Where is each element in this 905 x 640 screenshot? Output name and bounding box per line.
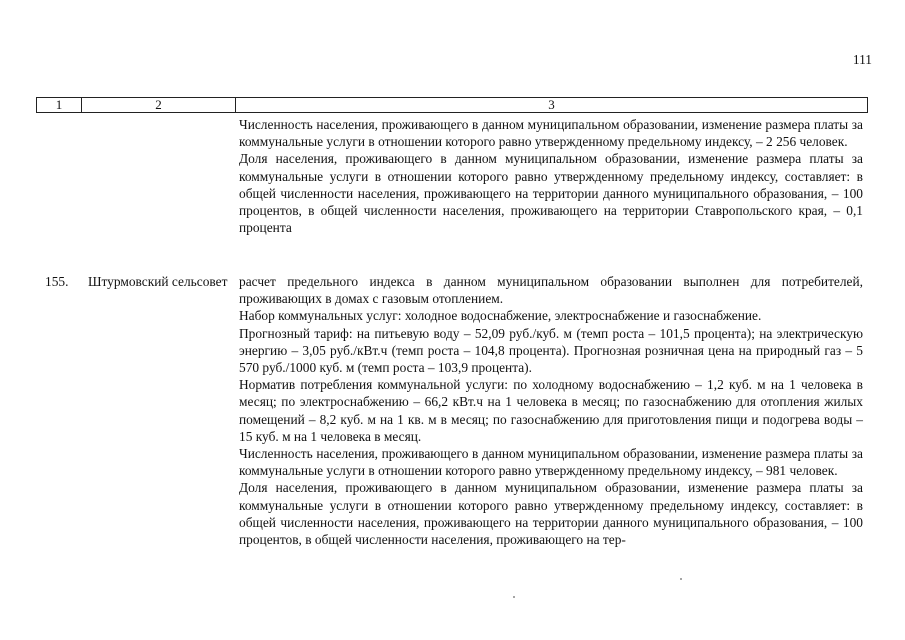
page-number: 111 [852,52,872,67]
column-number-3: 3 [236,98,868,113]
scan-speck [680,578,682,580]
paragraph-tariff-forecast: Прогнозный тариф: на питьевую воду – 52,09 руб./куб. м (темп роста – 101,5 процента); на электрическую энергию – 3,05 руб./кВт.ч (темп роста – 104,8 процента). Прогнозная розничная цена на природный газ – 5 570 руб./1000 куб. м (темп роста – 103,9 процента). [239,325,863,376]
column-number-2: 2 [82,98,236,113]
previous-entry-text [239,116,863,236]
paragraph-population-count: Численность населения, проживающего в данном муниципальном образовании, изменение размера платы за коммунальные услуги в отношении которого равно утвержденному предельному индексу, – 2 256 человек. [239,117,863,150]
entry-number: 155. [45,274,69,289]
column-number-1: 1 [37,98,82,113]
entry-municipality-name: Штурмовский сельсовет [88,274,228,289]
table-header-row [37,98,868,113]
table-column-header [36,97,868,113]
paragraph-service-set: Набор коммунальных услуг: холодное водоснабжение, электроснабжение и газоснабжение. [239,308,762,324]
paragraph-consumption-norm: Норматив потребления коммунальной услуги: по холодному водоснабжению – 1,2 куб. м на 1 человека в месяц; по электроснабжению – 66,2 кВт.ч на 1 человека в месяц; по газоснабжению для отопления жилых помещений – 8,2 куб. м на 1 кв. м в месяц; по газоснабжению для приготовления пищи и подогрева воды – 15 куб. м на 1 человека в месяц. [239,377,863,444]
paragraph-population-share: Доля населения, проживающего в данном муниципальном образовании, изменение размера платы за коммунальные услуги в отношении которого равно утвержденному предельному индексу, составляет: в общей численности населения, проживающего на территории данного муниципального образования, – 100 процентов, в общей численности населения, проживающего на территории Ставропольского края, – 0,1 процента [239,151,863,236]
entry-description [239,273,863,548]
paragraph-population-count: Численность населения, проживающего в данном муниципальном образовании, изменение размера платы за коммунальные услуги в отношении которого равно утвержденному предельному индексу, – 981 человек. [239,446,863,479]
scan-speck [513,596,515,598]
paragraph-calculation-note: расчет предельного индекса в данном муниципальном образовании выполнен для потребителей, проживающих в домах с газовым отоплением. [239,274,863,307]
paragraph-population-share: Доля населения, проживающего в данном муниципальном образовании, изменение размера платы за коммунальные услуги в отношении которого равно утвержденному предельному индексу, составляет: в общей численности населения, проживающего на территории данного муниципального образования, – 100 процентов, в общей численности населения, проживающего на тер- [239,480,863,548]
